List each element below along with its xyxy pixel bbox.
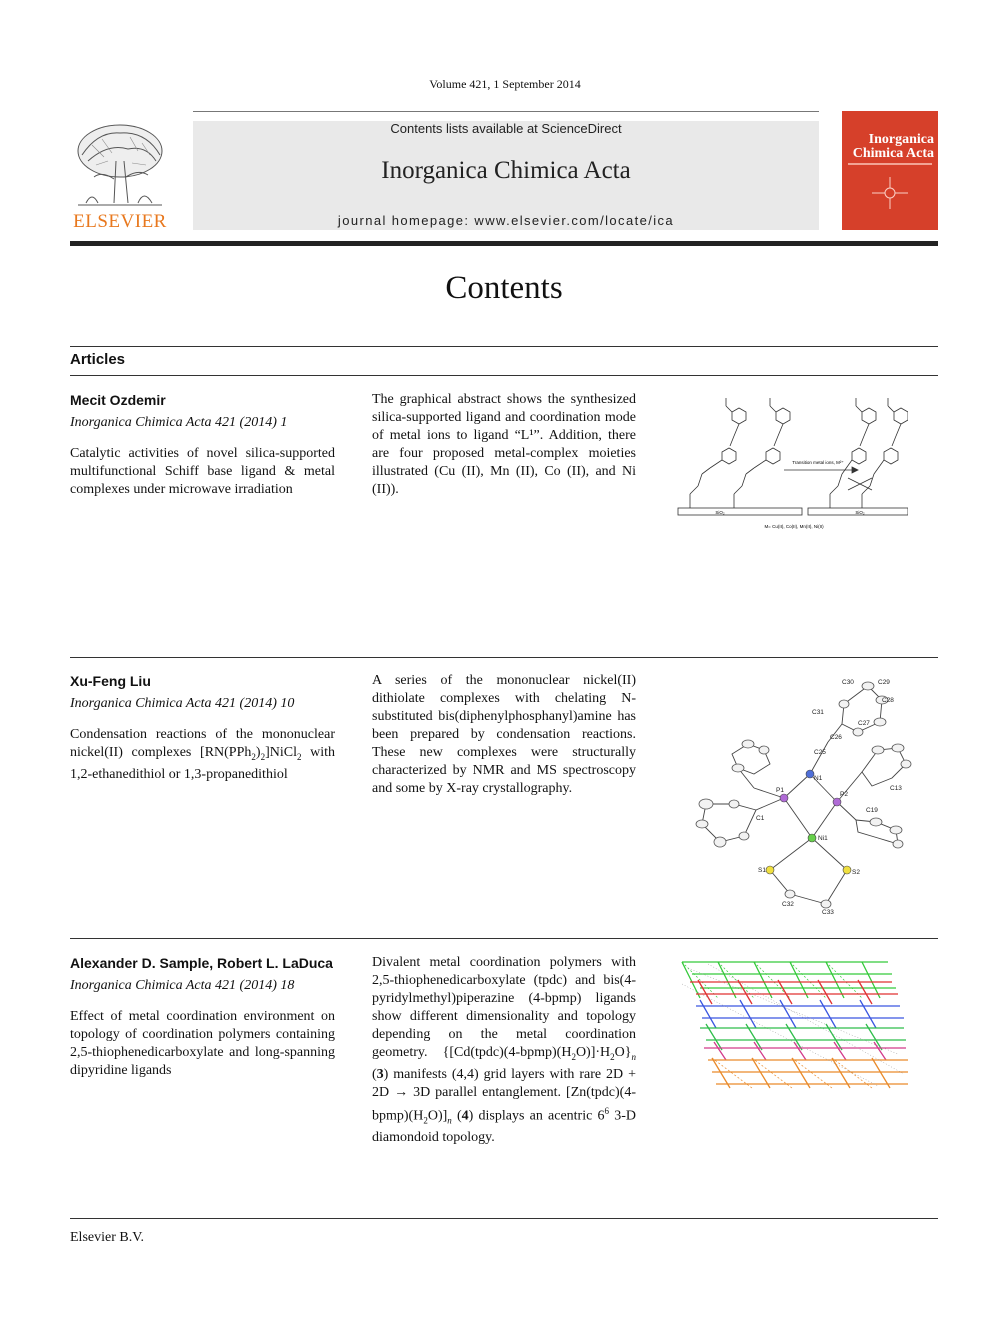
nitrogen-atom-n1 xyxy=(806,770,814,778)
article-3-citation[interactable]: Inorganica Chimica Acta 421 (2014) 18 xyxy=(70,978,295,993)
support-label-right: SiO₂ xyxy=(855,510,865,515)
title-text: ]NiCl xyxy=(265,745,297,760)
abstract-text: Divalent metal coordination polymers with 2,5-thiophenedicarboxylate (tpdc) and bis(4-pyridylmethyl)piperazine (4-bpmp) ligands show different dimensionality and topology depending on the metal coordination geometry. {[Cd(tpdc)(4-bpmp)(H xyxy=(372,955,636,1060)
atom-label: C27 xyxy=(858,720,870,727)
article-1-title[interactable]: Catalytic activities of novel silica-supported multifunctional Schiff base ligand & metal complexes under microwave irradiation xyxy=(70,446,335,497)
tree-icon xyxy=(68,121,172,211)
elsevier-logo[interactable] xyxy=(68,121,172,233)
metal-ion-key: M= Cu(II), Co(II), Mn(II), Ni(II) xyxy=(764,524,824,529)
abstract-subscript: 2 xyxy=(571,1051,576,1062)
header-thick-rule xyxy=(70,241,938,246)
atom-label: P2 xyxy=(840,791,848,798)
abstract-superscript: 6 xyxy=(604,1105,610,1116)
section-label: Articles xyxy=(70,351,126,368)
cover-molecule-icon xyxy=(868,173,912,213)
atom-label: C30 xyxy=(842,679,854,686)
atom-label: C1 xyxy=(756,815,765,822)
abstract-subscript: n xyxy=(631,1051,636,1062)
abstract-subscript: n xyxy=(447,1115,452,1126)
cover-title xyxy=(846,133,934,161)
article-2-citation[interactable]: Inorganica Chimica Acta 421 (2014) 10 xyxy=(70,696,295,711)
header-top-rule xyxy=(193,111,819,112)
abstract-text: O)] xyxy=(427,1108,448,1124)
atom-label: P1 xyxy=(776,787,784,794)
abstract-text: ( xyxy=(372,1066,377,1082)
journal-title: Inorganica Chimica Acta xyxy=(381,157,631,184)
article-2-title[interactable] xyxy=(70,726,335,784)
title-text: Condensation reactions of the mononuclear nickel(II) complexes [RN(PPh xyxy=(70,727,335,760)
availability-line[interactable]: Contents lists available at ScienceDirect xyxy=(390,121,622,136)
atom-label: C32 xyxy=(782,901,794,908)
coordination-polymer-network-diagram xyxy=(678,954,910,1092)
title-text: with 1,2-ethanedithiol or 1,3-propanedithiol xyxy=(70,745,335,782)
section-bottom-rule xyxy=(70,375,938,376)
article-3-authors: Alexander D. Sample, Robert L. LaDuca xyxy=(70,955,333,971)
atom-label: S1 xyxy=(758,867,766,874)
abstract-text: ) displays an acentric 6 xyxy=(468,1108,605,1124)
page-title: Contents xyxy=(445,270,563,306)
article-3-graphical-abstract[interactable] xyxy=(678,954,910,1092)
atom-label: C33 xyxy=(822,909,834,916)
atom-label: C29 xyxy=(878,679,890,686)
article-1-citation[interactable]: Inorganica Chimica Acta 421 (2014) 1 xyxy=(70,415,288,430)
abstract-text: ) manifests (4,4) grid layers with rare 2D + 2D → 3D parallel entanglement. [Zn(tpdc)(4-bpmp)(H xyxy=(372,1066,636,1124)
article-1-authors: Mecit Ozdemir xyxy=(70,392,166,408)
abstract-text: O)]·H xyxy=(575,1045,611,1060)
cover-stripe xyxy=(848,163,932,165)
article-1-graphical-abstract[interactable] xyxy=(672,390,908,540)
title-subscript: 2 xyxy=(296,751,302,762)
article-3-title[interactable]: Effect of metal coordination environment on topology of coordination polymers containing 2,5-thiophenedicarboxylate and long-spanning dipyridine ligands xyxy=(70,1009,335,1078)
article-2-abstract: A series of the mononuclear nickel(II) dithiolate complexes with chelating N-substituted bis(diphenylphosphanyl)amine has been prepared by condensation reactions. These new complexes were structurally characterized by NMR and MS spectroscopy and some by X-ray crystallography. xyxy=(372,673,636,796)
atom-label: N1 xyxy=(814,775,823,782)
sulfur-atom-s1 xyxy=(766,866,774,874)
footer-rule xyxy=(70,1218,938,1219)
phosphorus-atom-p1 xyxy=(780,794,788,802)
abstract-text: 3-D diamondoid topology. xyxy=(372,1108,636,1146)
atom-label: C26 xyxy=(830,734,842,741)
atom-label: C19 xyxy=(866,807,878,814)
schiff-base-scheme-diagram xyxy=(672,390,908,540)
journal-banner xyxy=(193,121,819,230)
cover-title-line1: Inorganica xyxy=(868,132,934,147)
nickel-atom-ni1 xyxy=(808,834,816,842)
article-divider-2 xyxy=(70,938,938,939)
article-1-abstract: The graphical abstract shows the synthesized silica-supported ligand and coordination mode of metal ions to ligand “L¹”. Addition, there are four proposed metal-complex moieties illustrated (Cu (II), Mn (II), Co (II), and Ni (II)). xyxy=(372,392,636,497)
article-divider-1 xyxy=(70,657,938,658)
publisher-name: Elsevier B.V. xyxy=(70,1230,145,1245)
atom-label: C31 xyxy=(812,709,824,716)
atom-label: C28 xyxy=(882,697,894,704)
atom-label: S2 xyxy=(852,869,860,876)
atom-label: Ni1 xyxy=(818,835,828,842)
title-subscript: 2 xyxy=(260,751,266,762)
crystal-structure-diagram xyxy=(692,672,912,918)
journal-homepage-link[interactable]: journal homepage: www.elsevier.com/locate/ica xyxy=(337,213,675,228)
volume-line: Volume 421, 1 September 2014 xyxy=(429,77,581,91)
article-2-authors: Xu-Feng Liu xyxy=(70,673,151,689)
phosphorus-atom-p2 xyxy=(833,798,841,806)
elsevier-wordmark: ELSEVIER xyxy=(73,211,167,232)
abstract-text: ( xyxy=(451,1108,462,1124)
article-2-graphical-abstract[interactable] xyxy=(692,672,912,918)
atom-label: C25 xyxy=(814,749,826,756)
support-label-left: SiO₂ xyxy=(715,510,725,515)
abstract-subscript: 2 xyxy=(610,1051,615,1062)
atom-label: C13 xyxy=(890,785,902,792)
cover-title-line2: Chimica Acta xyxy=(852,146,934,161)
abstract-subscript: 2 xyxy=(423,1115,428,1126)
sulfur-atom-s2 xyxy=(843,866,851,874)
title-text: ) xyxy=(255,745,261,760)
journal-cover-thumbnail[interactable] xyxy=(842,111,938,230)
article-3-abstract xyxy=(372,954,636,1147)
compound-number: 3 xyxy=(376,1066,384,1082)
compound-number: 4 xyxy=(461,1108,469,1124)
reaction-arrow-label: Transition metal ions, M²⁺ xyxy=(792,460,844,465)
section-top-rule xyxy=(70,346,938,347)
abstract-text: O} xyxy=(614,1045,632,1060)
title-subscript: 2 xyxy=(251,751,256,762)
